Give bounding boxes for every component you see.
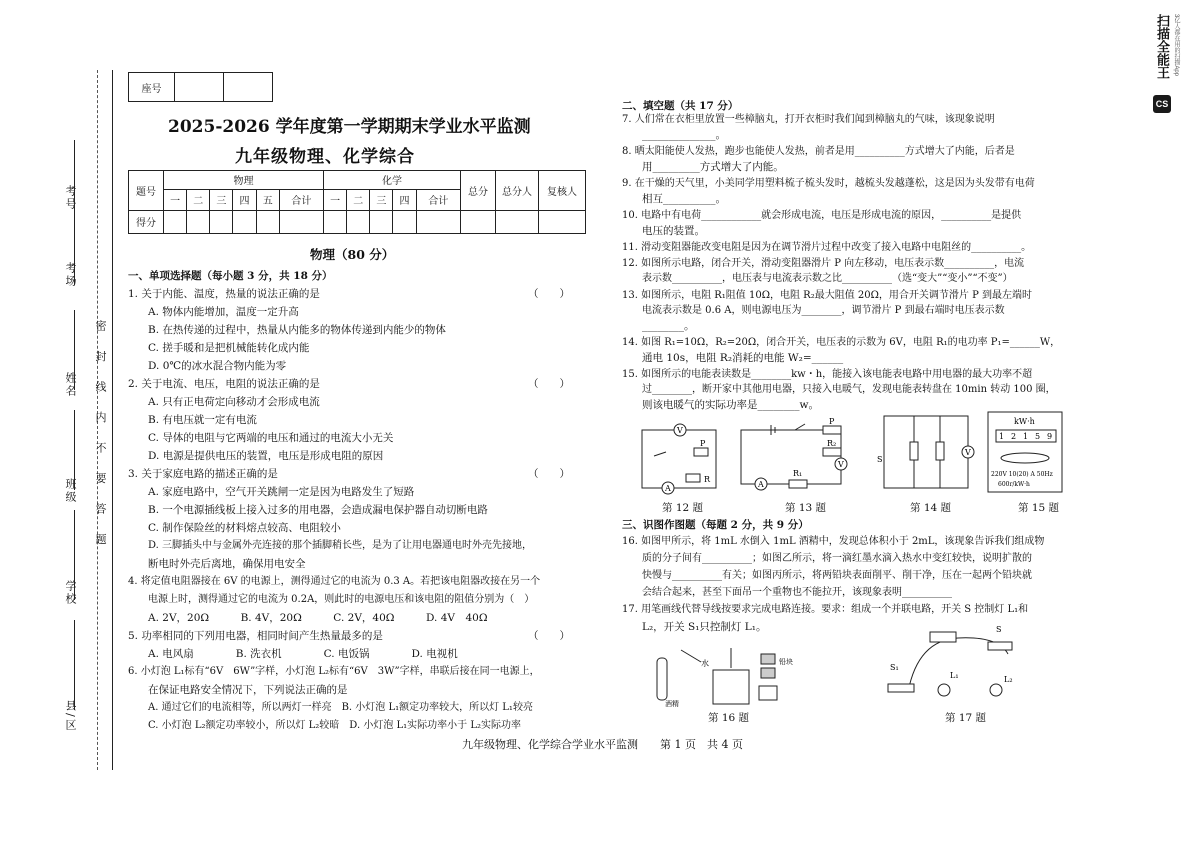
kaohao-line — [74, 140, 75, 210]
meter-spec: 220V 10(20) A 50Hz — [991, 471, 1053, 478]
svg-text:V: V — [838, 460, 844, 469]
q6-cd: C. 小灯泡 L₂额定功率较小，所以灯 L₂较暗 D. 小灯泡 L₁实际功率小于 L₂实际功率 — [148, 720, 521, 731]
score-sub: 三 — [210, 189, 233, 210]
q15-cont: 过________，断开家中其他用电器，只接入电暖气，发现电能表转盘在 10min 转动 100 圈， — [642, 384, 1056, 395]
score-cell[interactable] — [416, 210, 460, 233]
score-col-total: 总分 — [461, 171, 496, 211]
score-cell[interactable] — [347, 210, 370, 233]
meter-d2: 1 — [1023, 432, 1029, 441]
meter-d0: 1 — [999, 432, 1005, 441]
q13: 13. 如图所示，电阻 R₁阻值 10Ω，电阻 R₂最大阻值 20Ω，用合开关调节滑片 P 到最左端时 — [622, 290, 1032, 301]
xianqu-line — [74, 620, 75, 710]
q12: 12. 如图所示电路，闭合开关，滑动变阻器滑片 P 向左移动，电压表示数__________，电流 — [622, 258, 1025, 269]
q1-b: B. 在热传递的过程中，热量从内能多的物体传递到内能少的物体 — [148, 324, 446, 336]
answer-bracket[interactable]: （ ） — [528, 468, 570, 480]
q15: 15. 如图所示的电能表读数是________kw・h，能接入该电能表电路中用电器的最大功率不超 — [622, 369, 1033, 380]
q9-cont: 相互__________。 — [642, 193, 726, 205]
figure-14 — [876, 412, 976, 492]
seat-table — [128, 72, 273, 102]
q1-c: C. 搓手暖和是把机械能转化成内能 — [148, 342, 310, 354]
q2-d: D. 电源是提供电压的装置，电压是形成电阻的原因 — [148, 450, 384, 462]
margin-xingming: 姓名 — [64, 372, 77, 398]
seat-cell-1[interactable] — [175, 73, 224, 102]
margin-xianqu: 县/区 — [64, 700, 77, 732]
score-cell[interactable] — [164, 210, 187, 233]
q15-cont2: 则该电暖气的实际功率是________w。 — [642, 399, 819, 411]
score-sub: 四 — [393, 189, 416, 210]
answer-bracket[interactable]: （ ） — [528, 288, 570, 300]
q8-cont: 用_________方式增大了内能。 — [642, 161, 784, 173]
score-sub: 四 — [233, 189, 256, 210]
q3: 3. 关于家庭电路的描述正确的是 — [128, 468, 278, 480]
section-1-title: 一、单项选择题（每小题 3 分，共 18 分） — [128, 270, 333, 282]
figure-16 — [645, 640, 795, 708]
q10-cont: 电压的装置。 — [642, 225, 705, 237]
q3-a: A. 家庭电路中，空气开关跳闸一定是因为电路发生了短路 — [148, 486, 415, 498]
q5: 5. 功率相同的下列用电器，相同时间产生热量最多的是 — [128, 630, 383, 642]
seat-cell-2[interactable] — [224, 73, 273, 102]
margin-kaohao: 考号 — [64, 185, 77, 211]
figure-15-meter — [986, 410, 1064, 494]
score-col-chemistry: 化学 — [324, 171, 461, 190]
caption-16: 第 16 题 — [708, 712, 750, 724]
q16-cont2: 快慢与__________有关；如图丙所示，将两铅块表面削平、削干净，压在一起两个铅块就 — [642, 570, 1032, 581]
fig17-l1: L₁ — [950, 671, 959, 680]
meter-unit: kW·h — [1014, 417, 1035, 426]
q14-cont: 通电 10s，电阻 R₂消耗的电能 W₂=______ — [642, 352, 844, 364]
score-cell[interactable] — [210, 210, 233, 233]
section-2-title: 二、填空题（共 17 分） — [622, 100, 739, 112]
q1: 1. 关于内能、温度，热量的说法正确的是 — [128, 288, 320, 300]
caption-17: 第 17 题 — [945, 712, 987, 724]
score-cell[interactable] — [279, 210, 323, 233]
answer-bracket[interactable]: （ ） — [528, 630, 570, 642]
caption-14: 第 14 题 — [910, 502, 952, 514]
q1-d: D. 0℃的冰水混合物内能为零 — [148, 360, 287, 372]
q12-cont: 表示数__________，电压表与电流表示数之比__________（选“变大”“变小”“不变”） — [642, 273, 1013, 284]
page-footer: 九年级物理、化学综合学业水平监测 第 1 页 共 4 页 — [462, 738, 743, 751]
score-cell[interactable] — [496, 210, 539, 233]
q16: 16. 如图甲所示，将 1mL 水倒入 1mL 酒精中，发现总体积小于 2mL，该现象告诉我们组成物 — [622, 536, 1045, 547]
brand-sub: 3亿人都在用的扫描App — [1173, 14, 1179, 77]
q4-options: A. 2V，20Ω B. 4V，20Ω C. 2V，40Ω D. 4V 40Ω — [148, 612, 488, 624]
q4: 4. 将定值电阻器接在 6V 的电源上，测得通过它的电流为 0.3 A。若把该电阻器改接在另一个 — [128, 576, 541, 587]
svg-text:A: A — [665, 484, 671, 493]
q3-c: C. 制作保险丝的材料熔点较高、电阻较小 — [148, 522, 341, 534]
score-table — [128, 170, 586, 234]
brand-badge — [1153, 95, 1171, 113]
score-cell[interactable] — [256, 210, 279, 233]
score-cell[interactable] — [187, 210, 210, 233]
fig16-lead: 铅块 — [779, 658, 793, 666]
score-sub: 五 — [256, 189, 279, 210]
seat-label: 座号 — [129, 73, 175, 102]
fig13-r2: R₂ — [827, 439, 837, 448]
answer-bracket[interactable]: （ ） — [528, 378, 570, 390]
score-sub: 合计 — [416, 189, 460, 210]
q2-a: A. 只有正电荷定向移动才会形成电流 — [148, 396, 320, 408]
score-cell[interactable] — [393, 210, 416, 233]
seal-notice: 密 封 线 内 不 要 答 题 — [94, 320, 107, 553]
fig17-s1: S₁ — [890, 663, 899, 672]
exam-title: 2025-2026 学年度第一学期期末学业水平监测 — [168, 117, 531, 137]
q17-cont: L₂，开关 S₁只控制灯 L₁。 — [642, 621, 767, 633]
q4-cont: 电源上时，测得通过它的电流为 0.2A，则此时的电源电压和该电阻的阻值分别为（ ） — [148, 594, 535, 605]
score-sub: 二 — [347, 189, 370, 210]
right-column-2 — [622, 517, 1092, 637]
q2-b: B. 有电压就一定有电流 — [148, 414, 257, 426]
brand-badge-text: CS — [1155, 99, 1169, 109]
q2: 2. 关于电流、电压，电阻的说法正确的是 — [128, 378, 320, 390]
q3-b: B. 一个电源插线板上接入过多的用电器，会造成漏电保护器自动切断电路 — [148, 504, 488, 516]
kaochang-line — [74, 210, 75, 285]
svg-text:A: A — [758, 480, 764, 489]
score-cell[interactable] — [233, 210, 256, 233]
q7: 7. 人们常在衣柜里放置一些樟脑丸，打开衣柜时我们闻到樟脑丸的气味，该现象说明 — [622, 114, 995, 125]
q13-cont: 电流表示数是 0.6 A，则电源电压为________，调节滑片 P 到最右端时电压表示数 — [642, 305, 1005, 316]
q13-cont2: ________。 — [642, 320, 695, 332]
fig16-alcohol: 酒精 — [665, 700, 679, 708]
score-sub: 一 — [324, 189, 347, 210]
q8: 8. 晒太阳能使人发热，跑步也能使人发热，前者是用__________方式增大了内能，后者是 — [622, 146, 1015, 157]
figure-17 — [878, 620, 1028, 710]
score-cell[interactable] — [324, 210, 347, 233]
left-column — [128, 268, 588, 731]
fig12-p: P — [700, 439, 706, 448]
q16-cont: 质的分子间有__________；如图乙所示，将一滴红墨水滴入热水中变红较快，说明扩散的 — [642, 553, 1032, 564]
q10: 10. 电路中有电荷____________就会形成电流，电压是形成电流的原因，__________是提供 — [622, 210, 1022, 221]
q11: 11. 滑动变阻器能改变电阻是因为在调节滑片过程中改变了接入电路中电阻丝的__________。 — [622, 242, 1032, 253]
score-sub: 合计 — [279, 189, 323, 210]
exam-subtitle: 九年级物理、化学综合 — [235, 147, 415, 167]
margin-line — [112, 70, 113, 770]
score-col-physics: 物理 — [164, 171, 324, 190]
q9: 9. 在干燥的天气里，小美同学用塑料梳子梳头发时，越梳头发越蓬松，这是因为头发带有电荷 — [622, 178, 1035, 189]
meter-d1: 2 — [1011, 432, 1017, 441]
svg-text:V: V — [965, 448, 971, 457]
section-3-title: 三、识图作图题（每题 2 分，共 9 分） — [622, 519, 809, 531]
figure-13 — [735, 417, 855, 494]
meter-d4: 9 — [1047, 432, 1053, 441]
q3-d: D. 三脚插头中与金属外壳连接的那个插脚稍长些，是为了让用电器通电时外壳先接地， — [148, 540, 533, 551]
score-cell[interactable] — [539, 210, 586, 233]
q14: 14. 如图 R₁=10Ω，R₂=20Ω，闭合开关，电压表的示数为 6V，电阻 R₁的电功率 P₁=______W， — [622, 337, 1061, 348]
q3-d-cont: 断电时外壳后离地，确保用电安全 — [148, 558, 306, 570]
meter-d3: 5 — [1035, 432, 1041, 441]
q1-a: A. 物体内能增加，温度一定升高 — [148, 306, 299, 318]
score-sub: 二 — [187, 189, 210, 210]
q2-c: C. 导体的电阻与它两端的电压和通过的电流大小无关 — [148, 432, 394, 444]
xingming-line — [74, 310, 75, 390]
q5-options: A. 电风扇 B. 洗衣机 C. 电饭锅 D. 电视机 — [148, 648, 458, 660]
brand-name: 扫描全能王 — [1155, 14, 1170, 79]
q6-ab: A. 通过它们的电流相等，所以两灯一样亮 B. 小灯泡 L₁额定功率较大，所以灯 L₁较亮 — [148, 702, 533, 713]
figure-12 — [638, 422, 724, 494]
xuexiao-line — [74, 510, 75, 600]
banji-line — [74, 410, 75, 490]
margin-xuexiao: 学校 — [64, 580, 77, 606]
fig17-s: S — [996, 625, 1002, 634]
caption-15: 第 15 题 — [1018, 502, 1060, 514]
score-cell[interactable] — [461, 210, 496, 233]
q6-cont: 在保证电路安全情况下，下列说法正确的是 — [148, 684, 348, 696]
score-cell[interactable] — [370, 210, 393, 233]
q17: 17. 用笔画线代替导线按要求完成电路连接。要求：组成一个并联电路，开关 S 控制灯 L₁和 — [622, 604, 1029, 615]
physics-header: 物理（80 分） — [310, 247, 395, 262]
margin-banji: 班级 — [64, 478, 77, 504]
q16-cont3: 会结合起来，甚至下面吊一个重物也不能拉开，该现象表明__________ — [642, 587, 952, 598]
fig13-r1: R₁ — [793, 469, 803, 478]
svg-text:V: V — [677, 426, 683, 435]
caption-12: 第 12 题 — [662, 502, 704, 514]
right-column — [622, 98, 1092, 438]
fig13-p: P — [829, 417, 835, 426]
fig16-water: 水 — [701, 659, 709, 668]
caption-13: 第 13 题 — [785, 502, 827, 514]
score-col-scorer: 总分人 — [496, 171, 539, 211]
q7-cont: ______________。 — [642, 129, 726, 141]
meter-rate: 600r/kW·h — [998, 481, 1030, 488]
fig17-l2: L₂ — [1004, 675, 1013, 684]
margin-kaochang: 考场 — [64, 262, 77, 288]
score-sub: 一 — [164, 189, 187, 210]
q6: 6. 小灯泡 L₁标有“6V 6W”字样，小灯泡 L₂标有“6V 3W”字样，串联后接在同一电源上， — [128, 666, 540, 677]
score-col-tihao: 题号 — [129, 171, 164, 211]
score-col-reviewer: 复核人 — [539, 171, 586, 211]
score-sub: 三 — [370, 189, 393, 210]
fig12-r: R — [704, 475, 711, 484]
fig14-s: S — [877, 455, 883, 464]
score-row-label: 得分 — [129, 210, 164, 233]
